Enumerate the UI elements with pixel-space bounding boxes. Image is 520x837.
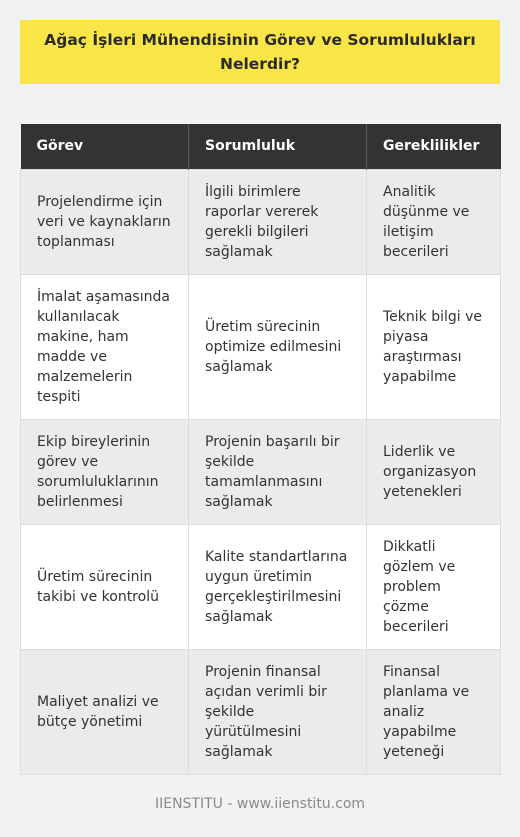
table-cell-requirement: Liderlik ve organizasyon yetenekleri bbox=[367, 419, 501, 524]
table-row bbox=[21, 169, 501, 274]
column-header-sorumluluk: Sorumluluk bbox=[189, 124, 367, 169]
table-header-row bbox=[21, 124, 501, 169]
column-header-gereklilikler: Gereklilikler bbox=[367, 124, 501, 169]
table-cell-responsibility: Üretim sürecinin optimize edilmesini sağlamak bbox=[189, 274, 367, 419]
table-row bbox=[21, 524, 501, 649]
table-cell-requirement: Finansal planlama ve analiz yapabilme yeteneği bbox=[367, 649, 501, 774]
table-cell-requirement: Dikkatli gözlem ve problem çözme becerileri bbox=[367, 524, 501, 649]
table-row bbox=[21, 649, 501, 774]
footer-credit: IIENSTITU - www.iienstitu.com bbox=[154, 796, 366, 812]
table-row bbox=[21, 419, 501, 524]
table-cell-task: Üretim sürecinin takibi ve kontrolü bbox=[21, 524, 189, 649]
title-banner bbox=[20, 20, 500, 84]
table-cell-requirement: Teknik bilgi ve piyasa araştırması yapabilme bbox=[367, 274, 501, 419]
duties-table bbox=[20, 124, 501, 775]
table-cell-responsibility: Kalite standartlarına uygun üretimin gerçekleştirilmesini sağlamak bbox=[189, 524, 367, 649]
table-cell-requirement: Analitik düşünme ve iletişim becerileri bbox=[367, 169, 501, 274]
page-title: Ağaç İşleri Mühendisinin Görev ve Sorumlulukları Nelerdir? bbox=[44, 31, 476, 73]
table-cell-responsibility: Projenin başarılı bir şekilde tamamlanmasını sağlamak bbox=[189, 419, 367, 524]
column-header-gorev: Görev bbox=[21, 124, 189, 169]
table-cell-task: Maliyet analizi ve bütçe yönetimi bbox=[21, 649, 189, 774]
table-cell-task: İmalat aşamasında kullanılacak makine, ham madde ve malzemelerin tespiti bbox=[21, 274, 189, 419]
table-cell-task: Ekip bireylerinin görev ve sorumluluklarının belirlenmesi bbox=[21, 419, 189, 524]
table-cell-responsibility: İlgili birimlere raporlar vererek gerekli bilgileri sağlamak bbox=[189, 169, 367, 274]
table-row bbox=[21, 274, 501, 419]
table-cell-responsibility: Projenin finansal açıdan verimli bir şekilde yürütülmesini sağlamak bbox=[189, 649, 367, 774]
table-cell-task: Projelendirme için veri ve kaynakların toplanması bbox=[21, 169, 189, 274]
